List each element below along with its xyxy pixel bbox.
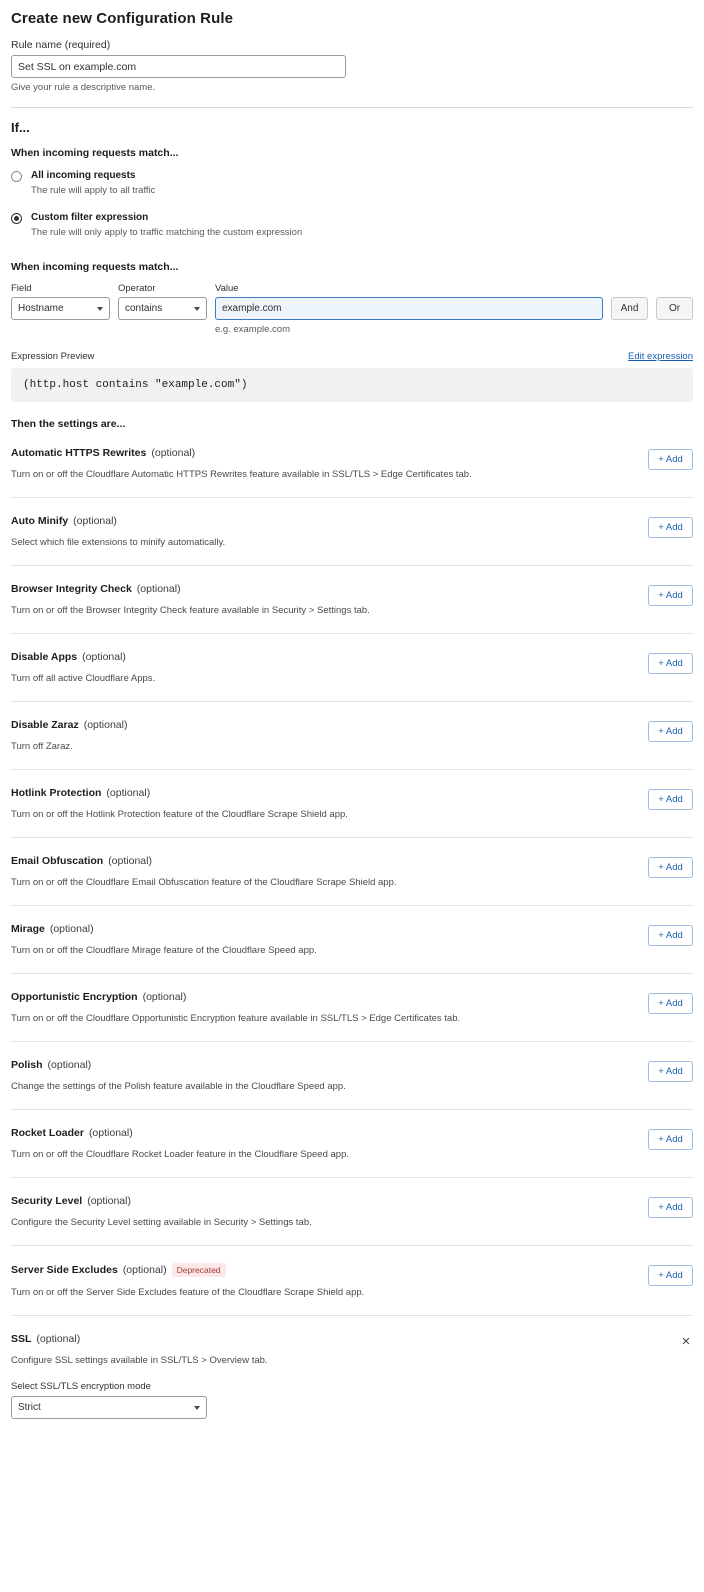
setting-title <box>11 583 370 595</box>
setting-row <box>11 974 693 1042</box>
setting-title <box>11 855 397 867</box>
setting-row <box>11 1246 693 1316</box>
setting-description: Configure SSL settings available in SSL/TLS > Overview tab. <box>11 1355 268 1366</box>
expression-preview-header <box>11 351 693 362</box>
setting-title <box>11 1059 346 1071</box>
setting-title <box>11 1263 364 1277</box>
setting-description: Turn on or off the Cloudflare Email Obfuscation feature of the Cloudflare Scrape Shield app. <box>11 877 397 888</box>
setting-optional-text: (optional) <box>87 1195 131 1207</box>
setting-row-ssl <box>11 1316 693 1435</box>
radio-option-all-requests[interactable] <box>11 169 693 197</box>
setting-row <box>11 430 693 498</box>
setting-optional-text: (optional) <box>122 1264 167 1276</box>
setting-description: Turn off Zaraz. <box>11 741 73 752</box>
setting-left <box>11 651 155 685</box>
and-column <box>611 283 648 320</box>
expression-preview-label: Expression Preview <box>11 351 95 362</box>
setting-title-text: Disable Apps <box>11 651 78 663</box>
setting-title-text: Rocket Loader <box>11 1127 84 1139</box>
radio-icon-custom-filter[interactable] <box>11 213 22 224</box>
setting-title-text: Security Level <box>11 1195 83 1207</box>
field-label: Field <box>11 283 32 294</box>
setting-title-text: SSL <box>11 1333 32 1345</box>
setting-title-text: Automatic HTTPS Rewrites <box>11 447 147 459</box>
configuration-rule-page <box>0 10 704 1455</box>
setting-row <box>11 1042 693 1110</box>
ssl-encryption-select[interactable] <box>11 1396 207 1419</box>
setting-description: Turn on or off the Cloudflare Rocket Loader feature in the Cloudflare Speed app. <box>11 1149 349 1160</box>
radio-desc-custom-filter: The rule will only apply to traffic matching the custom expression <box>31 227 303 238</box>
setting-title <box>11 923 317 935</box>
rule-name-helper: Give your rule a descriptive name. <box>11 82 156 93</box>
and-button[interactable]: And <box>611 297 648 320</box>
setting-left <box>11 1059 346 1093</box>
operator-select-value: contains <box>125 303 163 314</box>
setting-title-text: Mirage <box>11 923 45 935</box>
setting-description: Change the settings of the Polish feature available in the Cloudflare Speed app. <box>11 1081 346 1092</box>
divider-top <box>11 107 693 108</box>
edit-expression-link[interactable]: Edit expression <box>628 351 693 362</box>
expression-builder-row <box>11 283 693 335</box>
field-column <box>11 283 110 320</box>
setting-row <box>11 1178 693 1246</box>
setting-optional-text: (optional) <box>73 515 117 527</box>
if-match-heading: When incoming requests match... <box>11 147 179 159</box>
setting-optional-text: (optional) <box>106 787 151 799</box>
setting-title-text: Hotlink Protection <box>11 787 102 799</box>
setting-optional-text: (optional) <box>36 1333 81 1345</box>
add-setting-button[interactable]: + Add <box>648 1265 693 1286</box>
radio-option-custom-filter[interactable] <box>11 211 693 239</box>
if-section-heading: If... <box>11 120 30 135</box>
setting-left <box>11 583 370 617</box>
chevron-down-icon <box>194 307 200 311</box>
setting-title-text: Browser Integrity Check <box>11 583 132 595</box>
rule-name-group <box>11 39 693 93</box>
setting-optional-text: (optional) <box>47 1059 92 1071</box>
ssl-encryption-label: Select SSL/TLS encryption mode <box>11 1381 151 1392</box>
setting-title-text: Disable Zaraz <box>11 719 79 731</box>
setting-description: Turn on or off the Cloudflare Automatic HTTPS Rewrites feature available in SSL/TLS > Edge Certificates tab. <box>11 469 472 480</box>
setting-description: Turn on or off the Browser Integrity Check feature available in Security > Settings tab. <box>11 605 370 616</box>
add-setting-button[interactable]: + Add <box>648 721 693 742</box>
expression-preview-box: (http.host contains "example.com") <box>11 368 693 402</box>
setting-left <box>11 787 348 821</box>
then-settings-heading: Then the settings are... <box>11 418 126 430</box>
setting-title-text: Polish <box>11 1059 43 1071</box>
setting-optional-text: (optional) <box>82 651 126 663</box>
chevron-down-icon <box>194 1406 200 1410</box>
setting-optional-text: (optional) <box>136 583 181 595</box>
add-setting-button[interactable]: + Add <box>648 993 693 1014</box>
setting-title <box>11 719 127 731</box>
setting-row <box>11 498 693 566</box>
setting-title <box>11 1195 312 1207</box>
setting-left <box>11 719 127 753</box>
setting-title <box>11 991 460 1003</box>
setting-row <box>11 1110 693 1178</box>
radio-desc-all-requests: The rule will apply to all traffic <box>31 185 156 196</box>
setting-left <box>11 1333 268 1419</box>
setting-left <box>11 855 397 889</box>
value-column <box>215 283 603 335</box>
setting-row <box>11 838 693 906</box>
setting-left <box>11 923 317 957</box>
rule-name-input[interactable] <box>11 55 346 78</box>
setting-description: Select which file extensions to minify automatically. <box>11 537 226 548</box>
setting-optional-text: (optional) <box>142 991 187 1003</box>
rule-name-label: Rule name (required) <box>11 39 111 51</box>
setting-title <box>11 515 225 527</box>
add-setting-button[interactable]: + Add <box>648 585 693 606</box>
setting-optional-text: (optional) <box>88 1127 133 1139</box>
setting-title-text: Server Side Excludes <box>11 1264 118 1276</box>
add-setting-button[interactable]: + Add <box>648 925 693 946</box>
setting-title <box>11 1127 349 1139</box>
setting-optional-text: (optional) <box>83 719 128 731</box>
operator-column <box>118 283 207 320</box>
setting-left <box>11 447 472 481</box>
setting-title-text: Auto Minify <box>11 515 69 527</box>
or-button[interactable]: Or <box>656 297 693 320</box>
add-setting-button[interactable]: + Add <box>648 449 693 470</box>
add-setting-button[interactable]: + Add <box>648 857 693 878</box>
setting-optional-text: (optional) <box>108 855 152 867</box>
or-column <box>656 283 693 320</box>
setting-description: Turn on or off the Cloudflare Opportunistic Encryption feature available in SSL/TLS > Edge Certificates tab. <box>11 1013 461 1024</box>
field-select[interactable] <box>11 297 110 320</box>
radio-icon-all-requests[interactable] <box>11 171 22 182</box>
add-setting-button[interactable]: + Add <box>648 789 693 810</box>
setting-title <box>11 1333 268 1345</box>
value-label: Value <box>215 283 239 294</box>
value-hint: e.g. example.com <box>215 324 290 335</box>
setting-title-text: Email Obfuscation <box>11 855 104 867</box>
radio-label-custom-filter: Custom filter expression <box>31 212 149 223</box>
page-title: Create new Configuration Rule <box>11 10 234 27</box>
setting-row <box>11 770 693 838</box>
setting-row <box>11 566 693 634</box>
expression-match-heading: When incoming requests match... <box>11 261 179 273</box>
operator-select[interactable] <box>118 297 207 320</box>
status-badge: Deprecated <box>172 1263 226 1277</box>
add-setting-button[interactable]: + Add <box>648 653 693 674</box>
setting-description: Turn on or off the Hotlink Protection feature of the Cloudflare Scrape Shield app. <box>11 809 348 820</box>
setting-optional-text: (optional) <box>151 447 196 459</box>
setting-optional-text: (optional) <box>49 923 94 935</box>
add-setting-button[interactable]: + Add <box>648 1129 693 1150</box>
setting-left <box>11 1127 349 1161</box>
setting-description: Configure the Security Level setting available in Security > Settings tab. <box>11 1217 312 1228</box>
setting-left <box>11 1195 312 1229</box>
setting-description: Turn on or off the Server Side Excludes feature of the Cloudflare Scrape Shield app. <box>11 1287 365 1298</box>
setting-left <box>11 991 460 1025</box>
setting-title <box>11 447 472 459</box>
setting-row <box>11 634 693 702</box>
setting-title-text: Opportunistic Encryption <box>11 991 138 1003</box>
chevron-down-icon <box>97 307 103 311</box>
setting-title <box>11 787 348 799</box>
setting-left <box>11 1263 364 1299</box>
setting-left <box>11 515 225 549</box>
setting-description: Turn off all active Cloudflare Apps. <box>11 673 156 684</box>
setting-row <box>11 906 693 974</box>
setting-row <box>11 702 693 770</box>
ssl-encryption-value: Strict <box>18 1402 41 1413</box>
field-select-value: Hostname <box>18 303 64 314</box>
value-input[interactable] <box>215 297 603 320</box>
close-icon[interactable]: × <box>681 1333 691 1350</box>
add-setting-button[interactable]: + Add <box>648 517 693 538</box>
add-setting-button[interactable]: + Add <box>648 1061 693 1082</box>
radio-label-all-requests: All incoming requests <box>31 170 136 181</box>
setting-title <box>11 651 155 663</box>
add-setting-button[interactable]: + Add <box>648 1197 693 1218</box>
operator-label: Operator <box>118 283 156 294</box>
setting-description: Turn on or off the Cloudflare Mirage feature of the Cloudflare Speed app. <box>11 945 317 956</box>
